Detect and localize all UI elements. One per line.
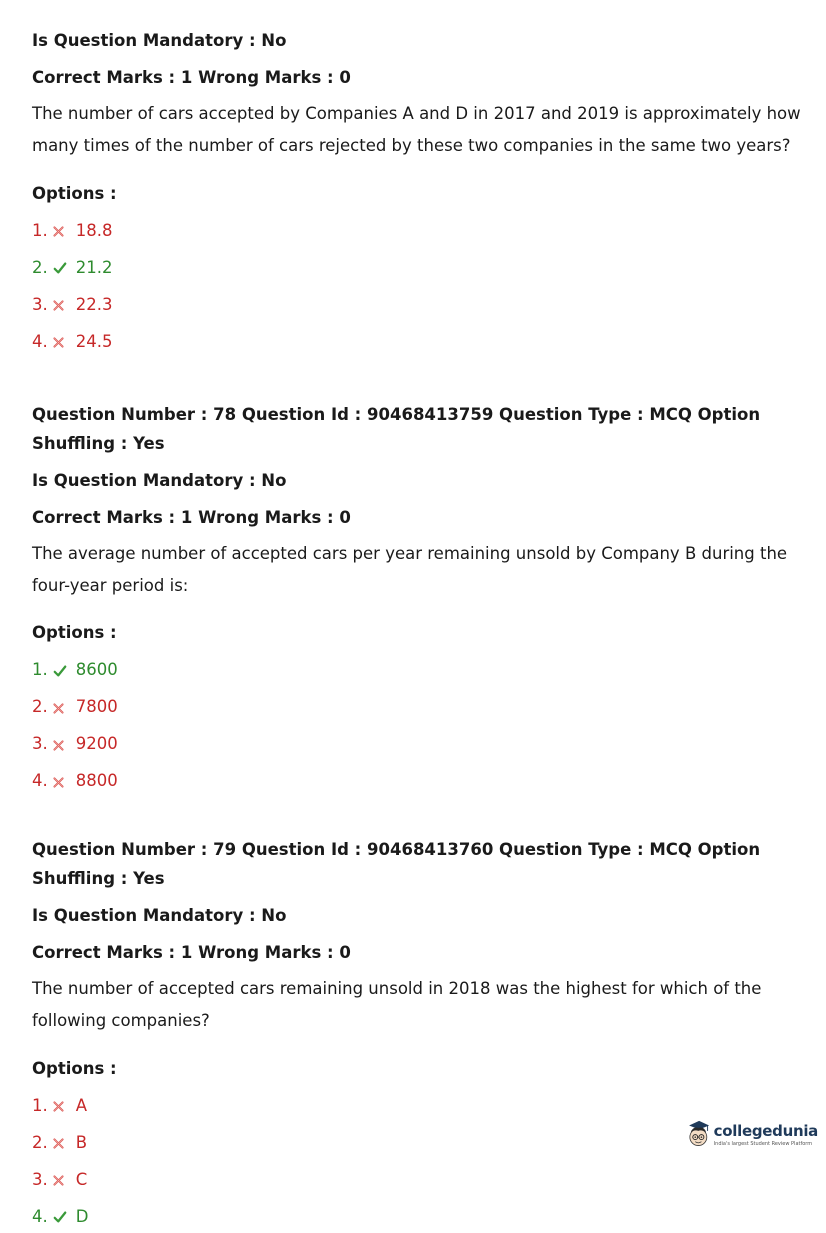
options-label: Options : [32,623,117,642]
option-number: 3. [32,294,48,314]
option-number: 4. [32,331,48,351]
collegedunia-logo [686,1111,818,1157]
option-value: 7800 [75,697,118,716]
marks-line: Correct Marks : 1 Wrong Marks : 0 [32,507,351,527]
cross-icon [52,1130,68,1146]
option-2 [32,253,812,282]
options-label: Options : [32,183,117,203]
mandatory-line: Is Question Mandatory : No [32,906,287,925]
options-list [32,216,812,356]
cross-icon [52,1093,68,1109]
option-1 [32,216,812,245]
option-number: 1. [32,220,48,240]
option-value: 18.8 [75,220,113,240]
option-number: 3. [32,1169,48,1189]
mandatory-line: Is Question Mandatory : No [32,31,287,50]
cross-icon [52,732,68,748]
cross-icon [52,769,68,785]
option-1 [32,655,812,684]
option-4 [32,1202,812,1231]
option-value: C [75,1169,88,1189]
option-number: 4. [32,1206,48,1226]
option-value: 8600 [75,660,118,679]
option-value: 9200 [75,734,118,753]
student-mascot-icon [686,1114,711,1154]
options-list [32,655,812,795]
cross-icon [52,695,68,711]
question-page [32,26,812,1231]
check-icon [52,255,68,271]
question-79 [32,835,812,1231]
question-text: The average number of accepted cars per year remaining unsold by Company B during the four-year period is: [32,543,788,595]
option-3 [32,729,812,758]
option-value: 21.2 [75,257,113,277]
cross-icon [52,329,68,345]
option-number: 1. [32,660,48,679]
logo-tagline: India's largest Student Review Platform [713,1140,813,1147]
question-text: The number of cars accepted by Companies A and D in 2017 and 2019 is approximately how many times of the number of cars rejected by these two companies in the same two years? [32,104,801,155]
check-icon [52,658,68,674]
cross-icon [52,292,68,308]
option-value: D [75,1206,89,1226]
option-number: 2. [32,1132,48,1152]
question-77 [32,26,812,356]
marks-line: Correct Marks : 1 Wrong Marks : 0 [32,68,351,87]
option-3 [32,290,812,319]
cross-icon [52,1167,68,1183]
logo-name: collegedunia [713,1121,818,1140]
option-number: 2. [32,257,48,277]
check-icon [52,1204,68,1220]
option-number: 3. [32,734,48,753]
option-2 [32,692,812,721]
option-value: 24.5 [75,331,113,351]
option-value: A [75,1095,88,1115]
marks-line: Correct Marks : 1 Wrong Marks : 0 [32,943,351,962]
question-text: The number of accepted cars remaining unsold in 2018 was the highest for which of the following companies? [32,979,762,1030]
mandatory-line: Is Question Mandatory : No [32,470,287,490]
option-value: 8800 [75,771,118,790]
option-number: 4. [32,771,48,790]
question-header: Question Number : 78 Question Id : 90468413759 Question Type : MCQ Option Shuffling : Yes [32,404,761,453]
question-78 [32,400,812,796]
option-value: 22.3 [75,294,113,314]
option-number: 2. [32,697,48,716]
options-label: Options : [32,1058,117,1078]
question-header: Question Number : 79 Question Id : 90468413760 Question Type : MCQ Option Shuffling : Yes [32,840,761,888]
option-4 [32,327,812,356]
option-value: B [75,1132,88,1152]
option-4 [32,766,812,795]
option-number: 1. [32,1095,48,1115]
logo-text [714,1122,818,1147]
cross-icon [52,218,68,234]
